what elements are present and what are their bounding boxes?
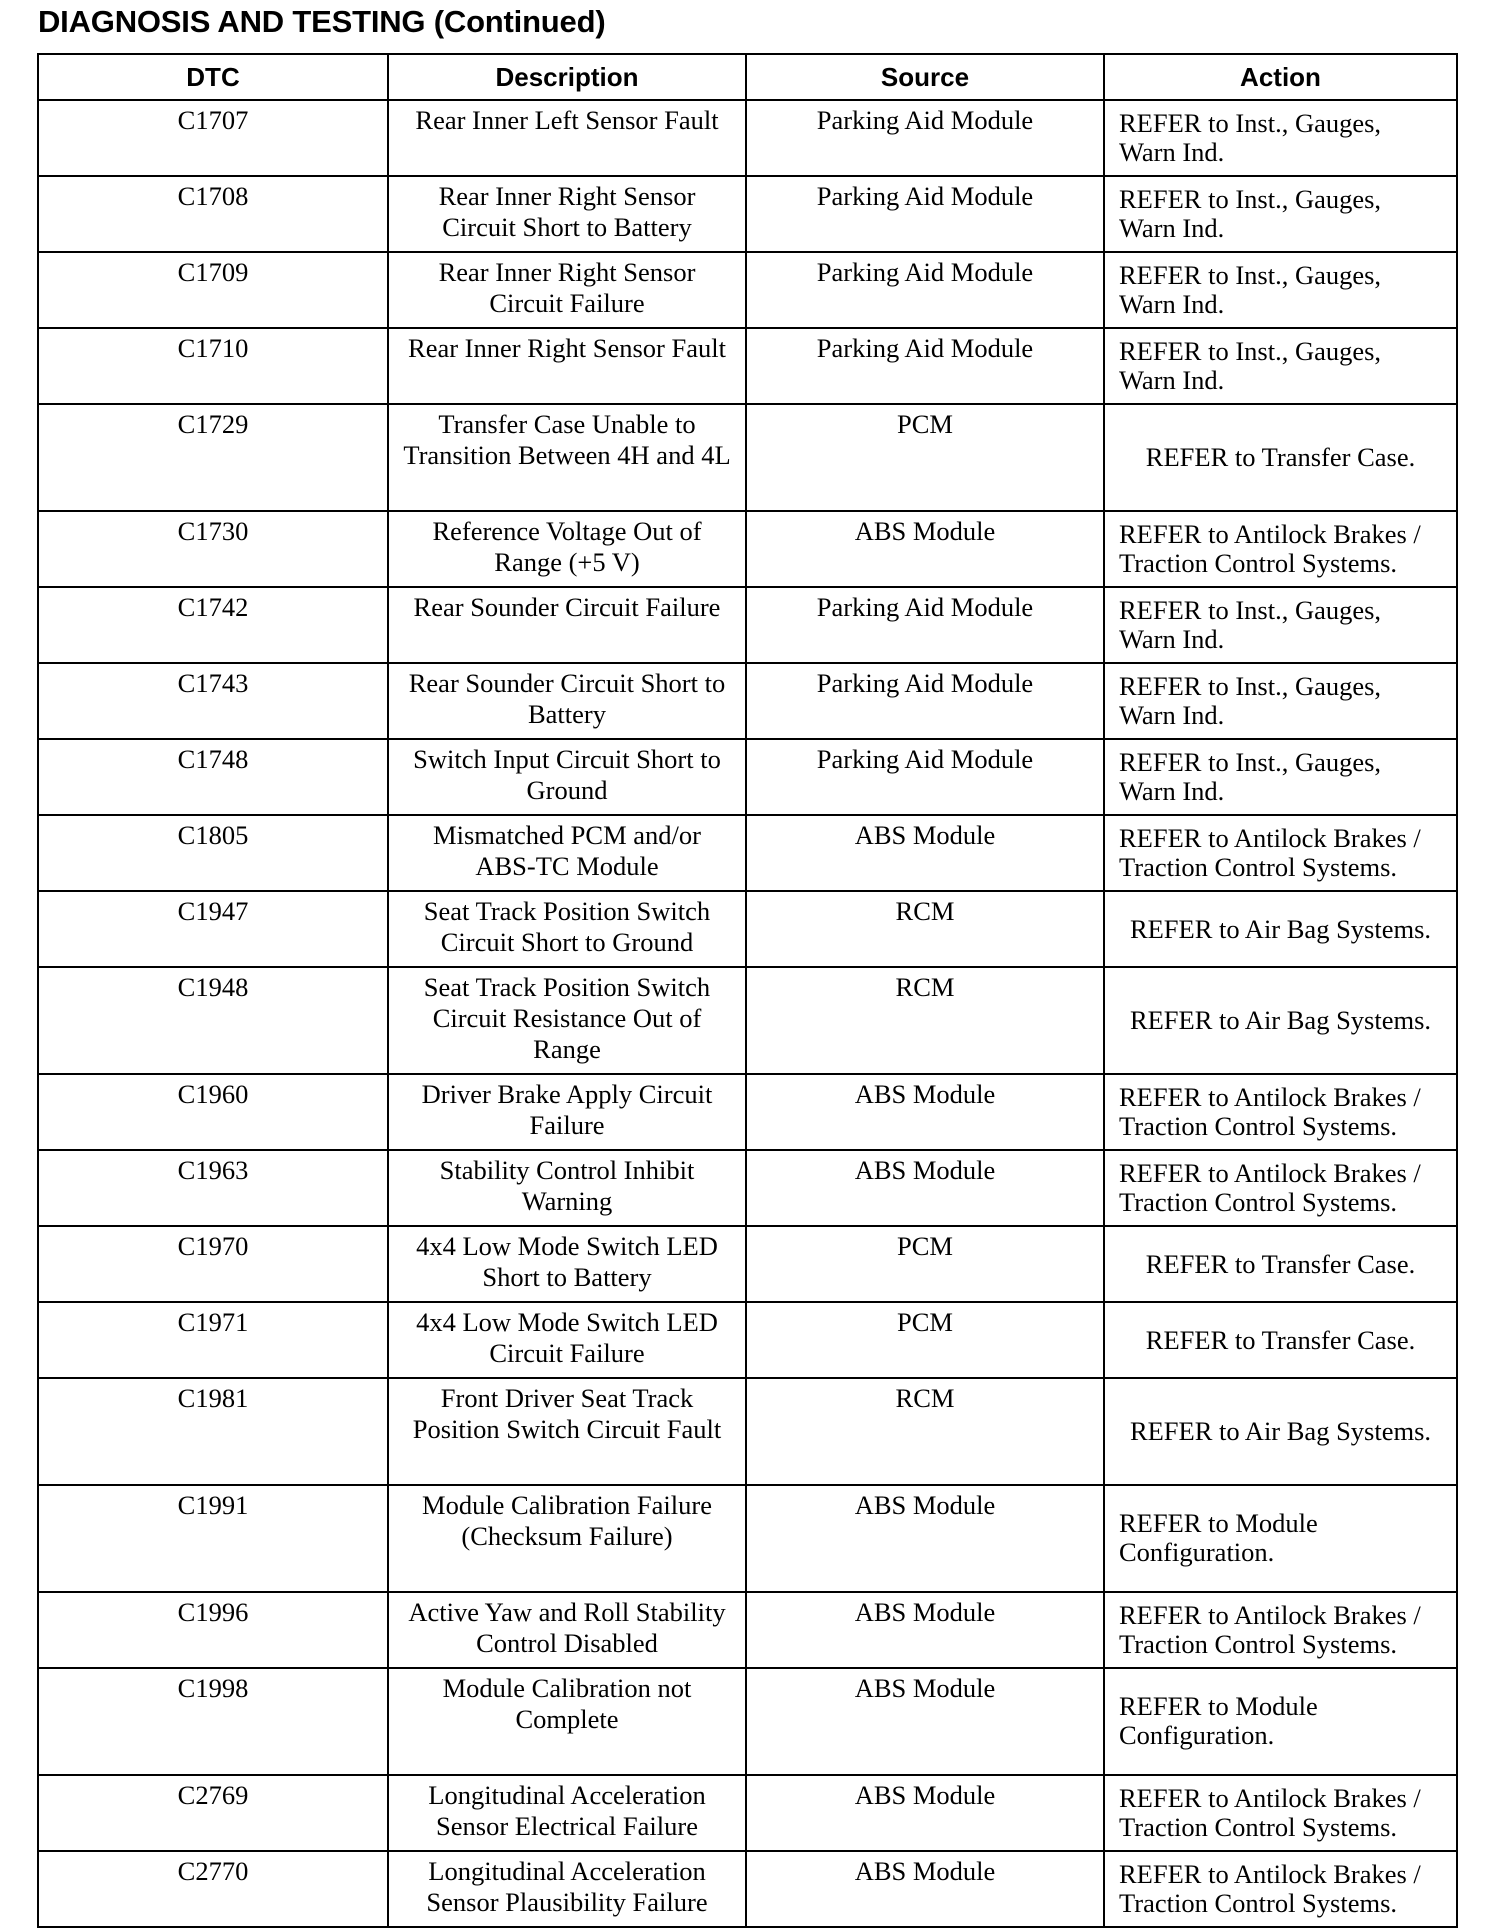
table-row	[38, 1592, 1457, 1668]
source-cell: RCM	[746, 1378, 1104, 1485]
action-cell	[1104, 252, 1457, 328]
description-cell: Rear Inner Right Sensor Circuit Failure	[388, 252, 746, 328]
table-row	[38, 891, 1457, 967]
table-row	[38, 1775, 1457, 1851]
source-cell: Parking Aid Module	[746, 328, 1104, 404]
table-row	[38, 1074, 1457, 1150]
action-cell	[1104, 663, 1457, 739]
action-text: REFER to Inst., Gauges, Warn Ind.	[1119, 259, 1382, 319]
dtc-cell: C1947	[38, 891, 388, 967]
dtc-cell: C1991	[38, 1485, 388, 1592]
column-header-dtc: DTC	[38, 54, 388, 100]
table-row	[38, 176, 1457, 252]
source-cell: PCM	[746, 1302, 1104, 1378]
dtc-cell: C1998	[38, 1668, 388, 1775]
action-cell	[1104, 1485, 1457, 1592]
action-cell	[1104, 1378, 1457, 1485]
description-cell: Module Calibration Failure (Checksum Failure)	[388, 1485, 746, 1592]
column-header-source: Source	[746, 54, 1104, 100]
description-cell: Longitudinal Acceleration Sensor Electrical Failure	[388, 1775, 746, 1851]
action-text: REFER to Air Bag Systems.	[1129, 1416, 1432, 1446]
source-cell: ABS Module	[746, 1150, 1104, 1226]
description-cell: 4x4 Low Mode Switch LED Short to Battery	[388, 1226, 746, 1302]
source-cell: PCM	[746, 1226, 1104, 1302]
description-cell: Switch Input Circuit Short to Ground	[388, 739, 746, 815]
action-text: REFER to Antilock Brakes / Traction Control Systems.	[1119, 1157, 1421, 1217]
action-cell	[1104, 1775, 1457, 1851]
dtc-cell: C1730	[38, 511, 388, 587]
description-cell: Active Yaw and Roll Stability Control Disabled	[388, 1592, 746, 1668]
table-row	[38, 1485, 1457, 1592]
action-text: REFER to Inst., Gauges, Warn Ind.	[1119, 746, 1382, 806]
dtc-cell: C1996	[38, 1592, 388, 1668]
action-cell	[1104, 1074, 1457, 1150]
dtc-cell: C1748	[38, 739, 388, 815]
table-header-row	[38, 54, 1457, 100]
source-cell: Parking Aid Module	[746, 663, 1104, 739]
source-cell: ABS Module	[746, 1851, 1104, 1927]
table-row	[38, 328, 1457, 404]
source-cell: RCM	[746, 967, 1104, 1074]
description-cell: Driver Brake Apply Circuit Failure	[388, 1074, 746, 1150]
source-cell: Parking Aid Module	[746, 176, 1104, 252]
action-text: REFER to Inst., Gauges, Warn Ind.	[1119, 335, 1382, 395]
table-row	[38, 815, 1457, 891]
action-text: REFER to Air Bag Systems.	[1129, 1005, 1432, 1035]
action-text: REFER to Module Configuration.	[1119, 1508, 1318, 1567]
source-cell: ABS Module	[746, 511, 1104, 587]
source-cell: PCM	[746, 404, 1104, 511]
description-cell: 4x4 Low Mode Switch LED Circuit Failure	[388, 1302, 746, 1378]
table-row	[38, 739, 1457, 815]
dtc-cell: C1971	[38, 1302, 388, 1378]
table-body	[38, 100, 1457, 1927]
dtc-cell: C1981	[38, 1378, 388, 1485]
table-row	[38, 1668, 1457, 1775]
source-cell: Parking Aid Module	[746, 739, 1104, 815]
dtc-cell: C1708	[38, 176, 388, 252]
description-cell: Reference Voltage Out of Range (+5 V)	[388, 511, 746, 587]
column-header-description: Description	[388, 54, 746, 100]
action-cell	[1104, 967, 1457, 1074]
dtc-cell: C1707	[38, 100, 388, 176]
description-cell: Longitudinal Acceleration Sensor Plausibility Failure	[388, 1851, 746, 1927]
action-cell	[1104, 328, 1457, 404]
source-cell: Parking Aid Module	[746, 252, 1104, 328]
action-cell	[1104, 1150, 1457, 1226]
action-text: REFER to Transfer Case.	[1145, 1248, 1416, 1279]
action-text: REFER to Antilock Brakes / Traction Control Systems.	[1119, 1782, 1421, 1842]
dtc-cell: C1948	[38, 967, 388, 1074]
dtc-cell: C1960	[38, 1074, 388, 1150]
action-text: REFER to Antilock Brakes / Traction Control Systems.	[1119, 822, 1421, 882]
dtc-cell: C1729	[38, 404, 388, 511]
source-cell: RCM	[746, 891, 1104, 967]
action-cell	[1104, 511, 1457, 587]
action-text: REFER to Antilock Brakes / Traction Control Systems.	[1119, 1858, 1421, 1918]
description-cell: Rear Sounder Circuit Short to Battery	[388, 663, 746, 739]
description-cell: Rear Inner Right Sensor Fault	[388, 328, 746, 404]
column-header-action: Action	[1104, 54, 1457, 100]
action-text: REFER to Antilock Brakes / Traction Control Systems.	[1119, 1599, 1421, 1659]
table-row	[38, 587, 1457, 663]
description-cell: Seat Track Position Switch Circuit Resistance Out of Range	[388, 967, 746, 1074]
description-cell: Transfer Case Unable to Transition Between 4H and 4L	[388, 404, 746, 511]
dtc-cell: C1743	[38, 663, 388, 739]
dtc-cell: C1710	[38, 328, 388, 404]
page-title: DIAGNOSIS AND TESTING (Continued)	[38, 4, 606, 39]
table-row	[38, 1302, 1457, 1378]
description-cell: Rear Inner Right Sensor Circuit Short to Battery	[388, 176, 746, 252]
table-row	[38, 511, 1457, 587]
description-cell: Rear Sounder Circuit Failure	[388, 587, 746, 663]
description-cell: Front Driver Seat Track Position Switch Circuit Fault	[388, 1378, 746, 1485]
description-cell: Rear Inner Left Sensor Fault	[388, 100, 746, 176]
action-cell	[1104, 587, 1457, 663]
action-cell	[1104, 1592, 1457, 1668]
action-text: REFER to Antilock Brakes / Traction Control Systems.	[1119, 518, 1421, 578]
action-cell	[1104, 1226, 1457, 1302]
action-text: REFER to Transfer Case.	[1145, 1324, 1416, 1355]
source-cell: ABS Module	[746, 1074, 1104, 1150]
table-row	[38, 100, 1457, 176]
dtc-cell: C1963	[38, 1150, 388, 1226]
table-row	[38, 1150, 1457, 1226]
source-cell: Parking Aid Module	[746, 100, 1104, 176]
action-text: REFER to Antilock Brakes / Traction Control Systems.	[1119, 1081, 1421, 1141]
source-cell: ABS Module	[746, 815, 1104, 891]
description-cell: Module Calibration not Complete	[388, 1668, 746, 1775]
table-row	[38, 404, 1457, 511]
dtc-cell: C1742	[38, 587, 388, 663]
source-cell: ABS Module	[746, 1668, 1104, 1775]
dtc-table	[37, 53, 1458, 1928]
action-cell	[1104, 404, 1457, 511]
action-cell	[1104, 739, 1457, 815]
description-cell: Seat Track Position Switch Circuit Short to Ground	[388, 891, 746, 967]
action-cell	[1104, 1668, 1457, 1775]
action-cell	[1104, 1851, 1457, 1927]
dtc-cell: C2770	[38, 1851, 388, 1927]
source-cell: ABS Module	[746, 1592, 1104, 1668]
action-text: REFER to Inst., Gauges, Warn Ind.	[1119, 594, 1382, 654]
action-cell	[1104, 100, 1457, 176]
source-cell: Parking Aid Module	[746, 587, 1104, 663]
description-cell: Mismatched PCM and/or ABS-TC Module	[388, 815, 746, 891]
action-text: REFER to Inst., Gauges, Warn Ind.	[1119, 107, 1382, 167]
dtc-cell: C1805	[38, 815, 388, 891]
dtc-cell: C2769	[38, 1775, 388, 1851]
dtc-cell: C1970	[38, 1226, 388, 1302]
source-cell: ABS Module	[746, 1485, 1104, 1592]
action-text: REFER to Transfer Case.	[1145, 442, 1416, 472]
action-cell	[1104, 815, 1457, 891]
description-cell: Stability Control Inhibit Warning	[388, 1150, 746, 1226]
action-cell	[1104, 891, 1457, 967]
table-row	[38, 1851, 1457, 1927]
table-row	[38, 1378, 1457, 1485]
action-text: REFER to Inst., Gauges, Warn Ind.	[1119, 183, 1382, 243]
source-cell: ABS Module	[746, 1775, 1104, 1851]
table-row	[38, 1226, 1457, 1302]
table-row	[38, 252, 1457, 328]
action-text: REFER to Inst., Gauges, Warn Ind.	[1119, 670, 1382, 730]
action-cell	[1104, 176, 1457, 252]
action-text: REFER to Air Bag Systems.	[1129, 913, 1432, 944]
table-row	[38, 967, 1457, 1074]
action-cell	[1104, 1302, 1457, 1378]
table-row	[38, 663, 1457, 739]
action-text: REFER to Module Configuration.	[1119, 1691, 1318, 1750]
dtc-cell: C1709	[38, 252, 388, 328]
